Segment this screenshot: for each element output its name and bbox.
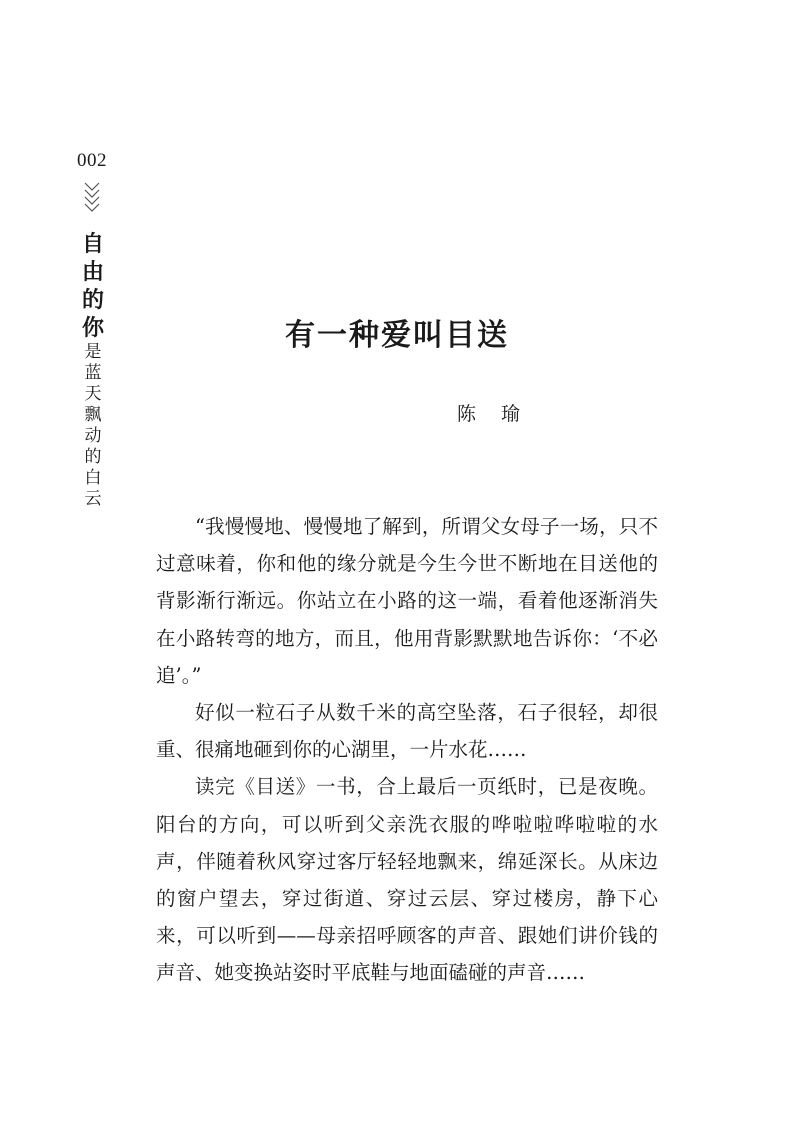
paragraph: 读完《目送》一书，合上最后一页纸时，已是夜晚。阳台的方向，可以听到父亲洗衣服的哗啦啦哗啦啦的水声，伴随着秋风穿过客厅轻轻地飘来，绵延深长。从床边的窗户望去，穿过街道、穿过云层、穿过楼房，静下心来，可以听到——母亲招呼顾客的声音、跟她们讲价钱的声音、她变换站姿时平底鞋与地面磕碰的声音……	[156, 775, 658, 985]
article-author: 陈瑜	[457, 403, 546, 425]
page-number: 002	[77, 150, 107, 171]
article-body	[156, 508, 658, 992]
book-subtitle-char: 蓝	[84, 363, 102, 383]
book-subtitle-char: 天	[84, 384, 102, 404]
paragraph: 好似一粒石子从数千米的高空坠落，石子很轻，却很重、很痛地砸到你的心湖里，一片水花……	[156, 701, 658, 762]
running-book-title	[78, 230, 108, 510]
paragraph: “我慢慢地、慢慢地了解到，所谓父女母子一场，只不过意味着，你和他的缘分就是今生今世不断地在目送他的背影渐行渐远。你站立在小路的这一端，看着他逐渐消失在小路转弯的地方，而且，他用背影默默地告诉你：‘不必追’。”	[156, 515, 658, 687]
book-subtitle-char: 的	[84, 447, 102, 467]
book-title-char: 你	[81, 315, 104, 341]
book-title-char: 自	[81, 231, 104, 257]
article-title: 有一种爱叫目送	[285, 318, 509, 353]
book-title-sub	[85, 342, 102, 510]
book-title-char: 由	[81, 259, 104, 285]
chevron-down-icon	[82, 180, 102, 216]
book-subtitle-char: 云	[84, 489, 102, 509]
book-title-char: 的	[81, 287, 104, 313]
book-subtitle-char: 白	[84, 468, 102, 488]
book-subtitle-char: 是	[84, 342, 102, 362]
book-subtitle-char: 动	[84, 426, 102, 446]
book-subtitle-char: 飘	[84, 405, 102, 425]
